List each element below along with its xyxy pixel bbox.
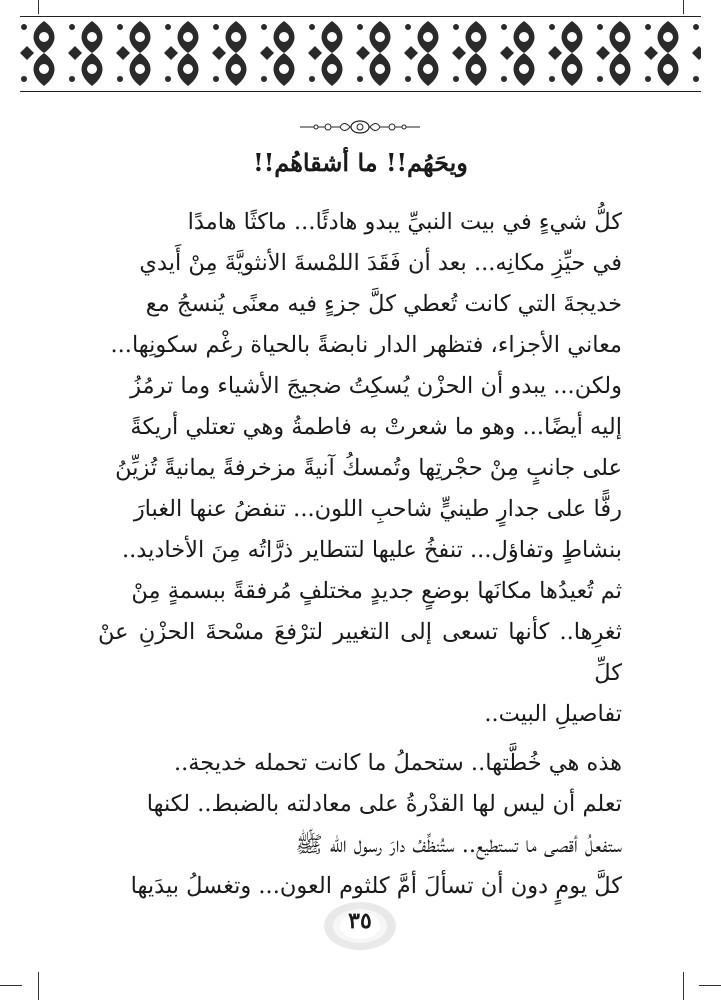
arabesque-pattern-icon <box>20 17 701 90</box>
arabesque-motif-icon <box>404 21 439 86</box>
text-line: إليه أيضًا... وهو ما شعرتْ به فاطمةُ وهي تعتلي أريكةً <box>130 414 622 440</box>
chapter-heading: ويحَهُم!! ما أشقاهُم!! <box>253 148 468 177</box>
ornamental-header-border <box>20 16 701 92</box>
crop-mark-bottom-right-h <box>699 985 721 986</box>
text-line: رفًّا على جدارٍ طينيٍّ شاحبِ اللون... تنفضُ عنها الغبارَ <box>133 496 622 522</box>
arabesque-motif-icon <box>68 21 103 86</box>
arabesque-motif-icon <box>692 21 701 86</box>
text-line: ثغرِها.. كأنها تسعى إلى التغيير لترْفعَ مسْحةَ الحزْنِ عنْ كلِّ <box>98 619 622 686</box>
text-line: ولكن... يبدو أن الحزْن يُسكِتُ ضجيجَ الأشياء وما ترمُزُ <box>130 373 622 399</box>
divider-ornament-icon <box>300 118 420 136</box>
text-line: كلَّ يومٍ دون أن تسألَ أمَّ كلثوم العون... وتغسلُ بيدَيها <box>130 873 622 899</box>
body-text <box>98 202 622 907</box>
crop-mark-top-right-v <box>683 0 684 14</box>
text-line: كلُّ شيءٍ في بيت النبيِّ يبدو هادئًا... ماكثًا هامدًا <box>187 209 622 235</box>
text-line: تفاصيلِ البيت.. <box>484 701 622 727</box>
page-number: ٣٥ <box>348 908 372 934</box>
arabesque-motif-icon <box>116 21 151 86</box>
arabesque-motif-icon <box>644 21 679 86</box>
text-line: معاني الأجزاء، فتظهر الدار نابضةً بالحياة رغْم سكونِها... <box>110 332 622 358</box>
crop-mark-top-left-v <box>38 0 39 14</box>
arabesque-motif-icon <box>164 21 199 86</box>
text-line: على جانبٍ مِنْ حجْرتِها وتُمسكُ آنيةً مزخرفةً يمانيةً تُزيِّنُ <box>115 455 622 481</box>
text-line: تعلم أن ليس لها القدْرةُ على معادلته بالضبط.. لكنها <box>146 791 622 817</box>
text-line: خديجةَ التي كانت تُعطي كلَّ جزءٍ فيه معنًى يُنسجُ مع <box>145 291 622 317</box>
arabesque-motif-icon <box>260 21 295 86</box>
text-line: هذه هي خُطَّتها.. ستحملُ ما كانت تحمله خديجة.. <box>173 750 622 776</box>
arabesque-motif-icon <box>212 21 247 86</box>
arabesque-motif-icon <box>452 21 487 86</box>
paragraph <box>98 202 622 735</box>
arabesque-motif-icon <box>308 21 343 86</box>
text-line: في حيِّزِ مكانِه... بعد أن فَقَدَ اللمْسةَ الأنثويَّةَ مِنْ أَيدي <box>139 250 622 276</box>
crop-mark-bottom-right-v <box>683 972 684 1000</box>
arabesque-motif-icon <box>20 21 55 86</box>
text-line: ستفعلُ أقصى ما تستطيع.. ستُنظِّفُ دارَ رسول الله ﷺ <box>295 832 622 858</box>
text-line: ثم تُعيدُها مكانَها بوضعٍ جديدٍ مختلفٍ مُرفقةً ببسمةٍ مِنْ <box>131 578 622 604</box>
arabesque-motif-icon <box>596 21 631 86</box>
arabesque-motif-icon <box>500 21 535 86</box>
crop-mark-bottom-left-v <box>38 972 39 1000</box>
text-line: بنشاطٍ وتفاؤل... تنفخُ عليها لتتطاير ذرَّاتُه مِنَ الأخاديد.. <box>121 537 622 563</box>
crop-mark-bottom-left-h <box>0 985 22 986</box>
arabesque-motif-icon <box>356 21 391 86</box>
arabesque-motif-icon <box>548 21 583 86</box>
paragraph <box>98 743 622 907</box>
